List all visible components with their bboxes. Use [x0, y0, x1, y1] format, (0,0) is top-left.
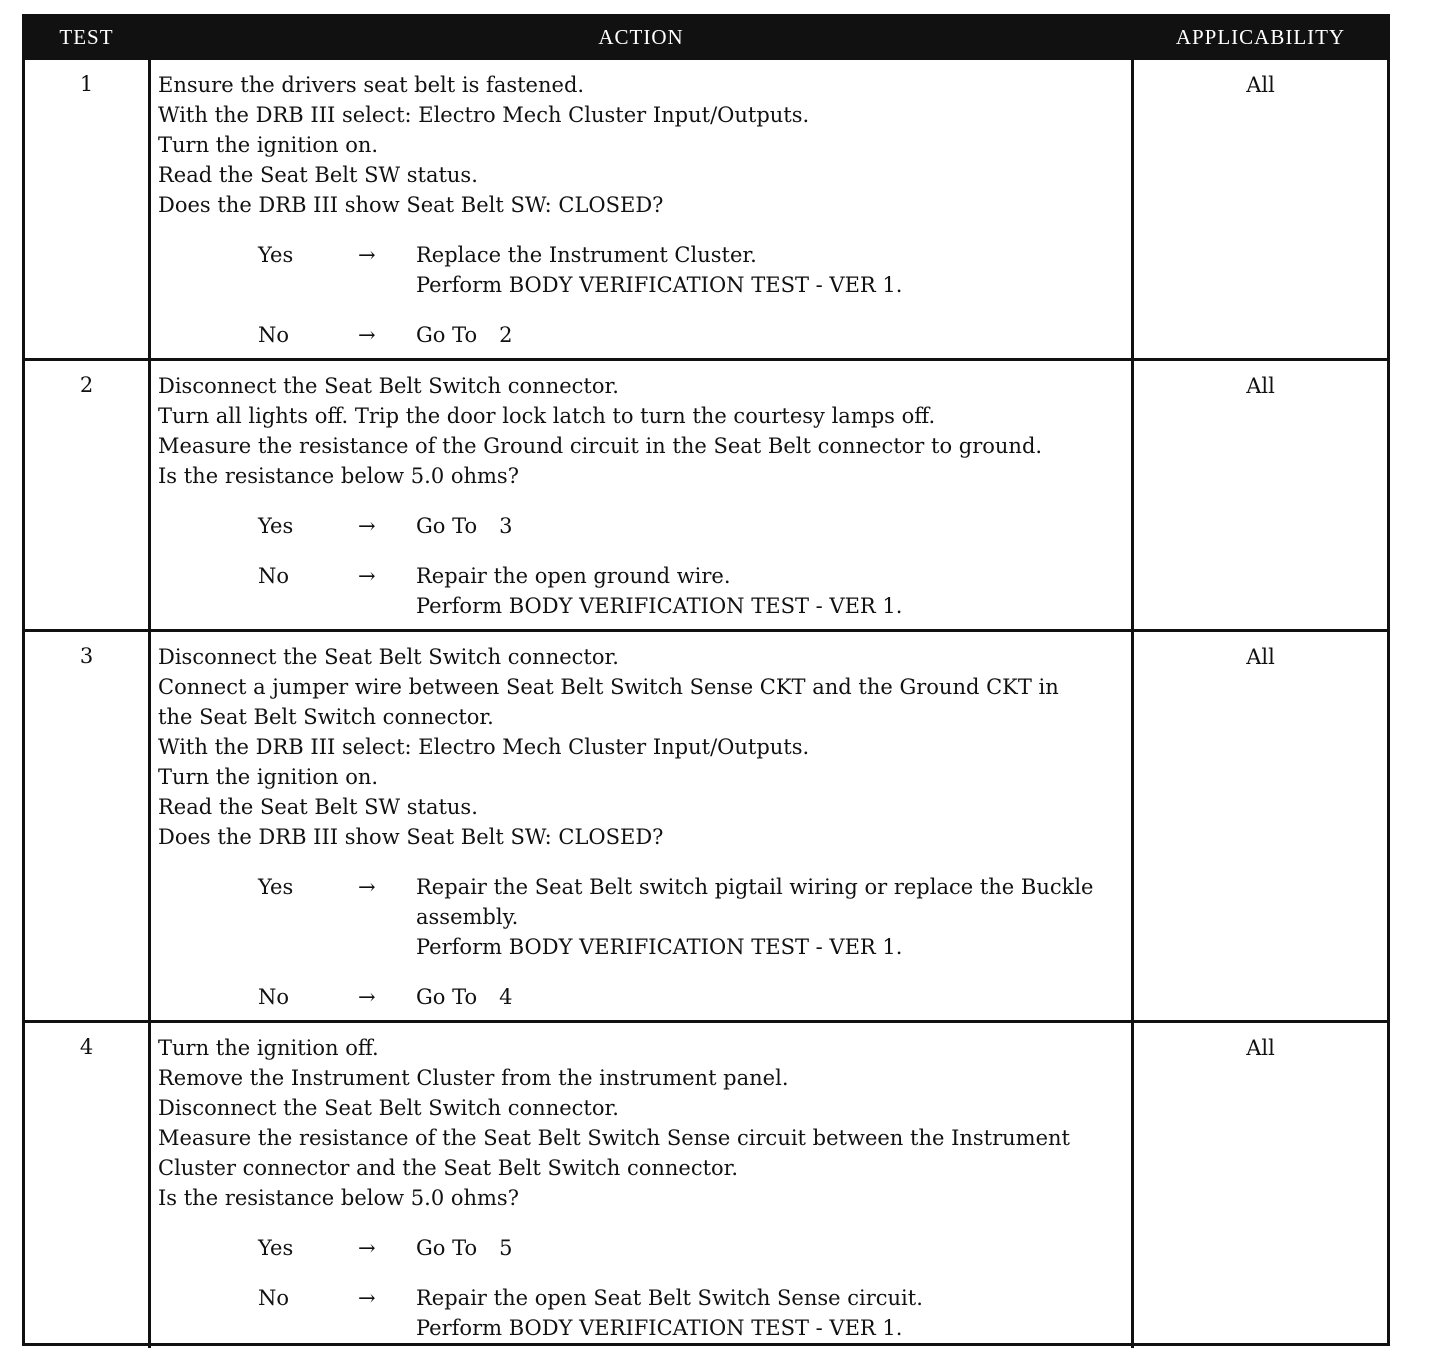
result-line: assembly.: [416, 905, 519, 929]
result-line: Repair the open ground wire.: [416, 564, 731, 588]
right-arrow-icon: →: [358, 985, 376, 1009]
action-step: Turn the ignition on.: [158, 765, 379, 789]
goto-label: Go To: [416, 323, 478, 347]
no-result: [416, 320, 1127, 350]
yes-result: [416, 872, 1127, 962]
table-row: [25, 358, 1387, 629]
action-step: Turn the ignition on.: [158, 133, 379, 157]
yes-outcome: [158, 240, 1127, 300]
action-cell: [148, 361, 1134, 629]
result-line: Perform BODY VERIFICATION TEST - VER 1.: [416, 1316, 903, 1340]
diagnostic-test-table: [22, 14, 1390, 1346]
answer-block: [158, 1233, 1127, 1343]
table-row: [25, 629, 1387, 1020]
action-step: Read the Seat Belt SW status.: [158, 163, 478, 187]
action-cell: [148, 632, 1134, 1020]
action-step: Cluster connector and the Seat Belt Switch connector.: [158, 1156, 739, 1180]
yes-label: Yes: [258, 1236, 294, 1260]
applicability-value: All: [1246, 73, 1275, 97]
goto-label: Go To: [416, 1236, 478, 1260]
right-arrow-icon: →: [358, 514, 376, 538]
yes-result: [416, 511, 1127, 541]
goto-test-number: 5: [499, 1236, 513, 1260]
yes-result: [416, 1233, 1127, 1263]
table-row: [25, 1020, 1387, 1348]
header-action: ACTION: [148, 17, 1134, 57]
action-step: Turn all lights off. Trip the door lock latch to turn the courtesy lamps off.: [158, 404, 936, 428]
no-result: [416, 1283, 1127, 1343]
table-header: [25, 17, 1387, 57]
applicability-value: All: [1246, 645, 1275, 669]
no-outcome: [158, 561, 1127, 621]
no-outcome: [158, 1283, 1127, 1343]
action-step: the Seat Belt Switch connector.: [158, 705, 494, 729]
action-step: Remove the Instrument Cluster from the instrument panel.: [158, 1066, 789, 1090]
no-label: No: [258, 985, 290, 1009]
goto-step: [416, 982, 1127, 1012]
right-arrow-icon: →: [358, 243, 376, 267]
action-step: Disconnect the Seat Belt Switch connector.: [158, 374, 619, 398]
goto-test-number: 2: [499, 323, 513, 347]
yes-label: Yes: [258, 514, 294, 538]
result-line: Repair the Seat Belt switch pigtail wiring or replace the Buckle: [416, 875, 1094, 899]
action-step: Read the Seat Belt SW status.: [158, 795, 478, 819]
no-outcome: [158, 320, 1127, 350]
test-number: 3: [79, 644, 94, 668]
action-step: Disconnect the Seat Belt Switch connector.: [158, 1096, 619, 1120]
right-arrow-icon: →: [358, 875, 376, 899]
no-result: [416, 982, 1127, 1012]
goto-step: [416, 320, 1127, 350]
right-arrow-icon: →: [358, 323, 376, 347]
action-step: Does the DRB III show Seat Belt SW: CLOSED?: [158, 193, 664, 217]
yes-outcome: [158, 872, 1127, 962]
action-step: Is the resistance below 5.0 ohms?: [158, 1186, 519, 1210]
header-applicability: APPLICABILITY: [1175, 24, 1346, 49]
no-label: No: [258, 564, 290, 588]
yes-label: Yes: [258, 243, 294, 267]
answer-block: [158, 872, 1127, 1012]
goto-label: Go To: [416, 985, 478, 1009]
test-number: 1: [79, 72, 94, 96]
action-step: With the DRB III select: Electro Mech Cluster Input/Outputs.: [158, 735, 810, 759]
test-number: 2: [79, 373, 94, 397]
no-outcome: [158, 982, 1127, 1012]
header-test: TEST: [59, 24, 114, 49]
action-cell: [148, 1023, 1134, 1348]
action-step: Does the DRB III show Seat Belt SW: CLOSED?: [158, 825, 664, 849]
applicability-value: All: [1246, 374, 1275, 398]
goto-test-number: 3: [499, 514, 513, 538]
yes-label: Yes: [258, 875, 294, 899]
action-step: Disconnect the Seat Belt Switch connector.: [158, 645, 619, 669]
action-step: Is the resistance below 5.0 ohms?: [158, 464, 519, 488]
goto-step: [416, 1233, 1127, 1263]
action-step: Turn the ignition off.: [158, 1036, 379, 1060]
table-row: [25, 57, 1387, 358]
right-arrow-icon: →: [358, 1286, 376, 1310]
right-arrow-icon: →: [358, 564, 376, 588]
answer-block: [158, 240, 1127, 350]
action-step: Connect a jumper wire between Seat Belt Switch Sense CKT and the Ground CKT in: [158, 675, 1059, 699]
no-result: [416, 561, 1127, 621]
action-step: Ensure the drivers seat belt is fastened.: [158, 73, 585, 97]
yes-outcome: [158, 511, 1127, 541]
goto-step: [416, 511, 1127, 541]
answer-block: [158, 511, 1127, 621]
yes-outcome: [158, 1233, 1127, 1263]
no-label: No: [258, 1286, 290, 1310]
result-line: Replace the Instrument Cluster.: [416, 243, 757, 267]
action-step: With the DRB III select: Electro Mech Cluster Input/Outputs.: [158, 103, 810, 127]
right-arrow-icon: →: [358, 1236, 376, 1260]
result-line: Perform BODY VERIFICATION TEST - VER 1.: [416, 594, 903, 618]
table-body: [25, 57, 1387, 1348]
result-line: Perform BODY VERIFICATION TEST - VER 1.: [416, 273, 903, 297]
applicability-value: All: [1246, 1036, 1275, 1060]
action-cell: [148, 60, 1134, 358]
goto-label: Go To: [416, 514, 478, 538]
yes-result: [416, 240, 1127, 300]
result-line: Perform BODY VERIFICATION TEST - VER 1.: [416, 935, 903, 959]
action-step: Measure the resistance of the Ground circuit in the Seat Belt connector to ground.: [158, 434, 1043, 458]
result-line: Repair the open Seat Belt Switch Sense circuit.: [416, 1286, 923, 1310]
no-label: No: [258, 323, 290, 347]
action-step: Measure the resistance of the Seat Belt Switch Sense circuit between the Instrument: [158, 1126, 1070, 1150]
goto-test-number: 4: [499, 985, 513, 1009]
test-number: 4: [79, 1035, 94, 1059]
